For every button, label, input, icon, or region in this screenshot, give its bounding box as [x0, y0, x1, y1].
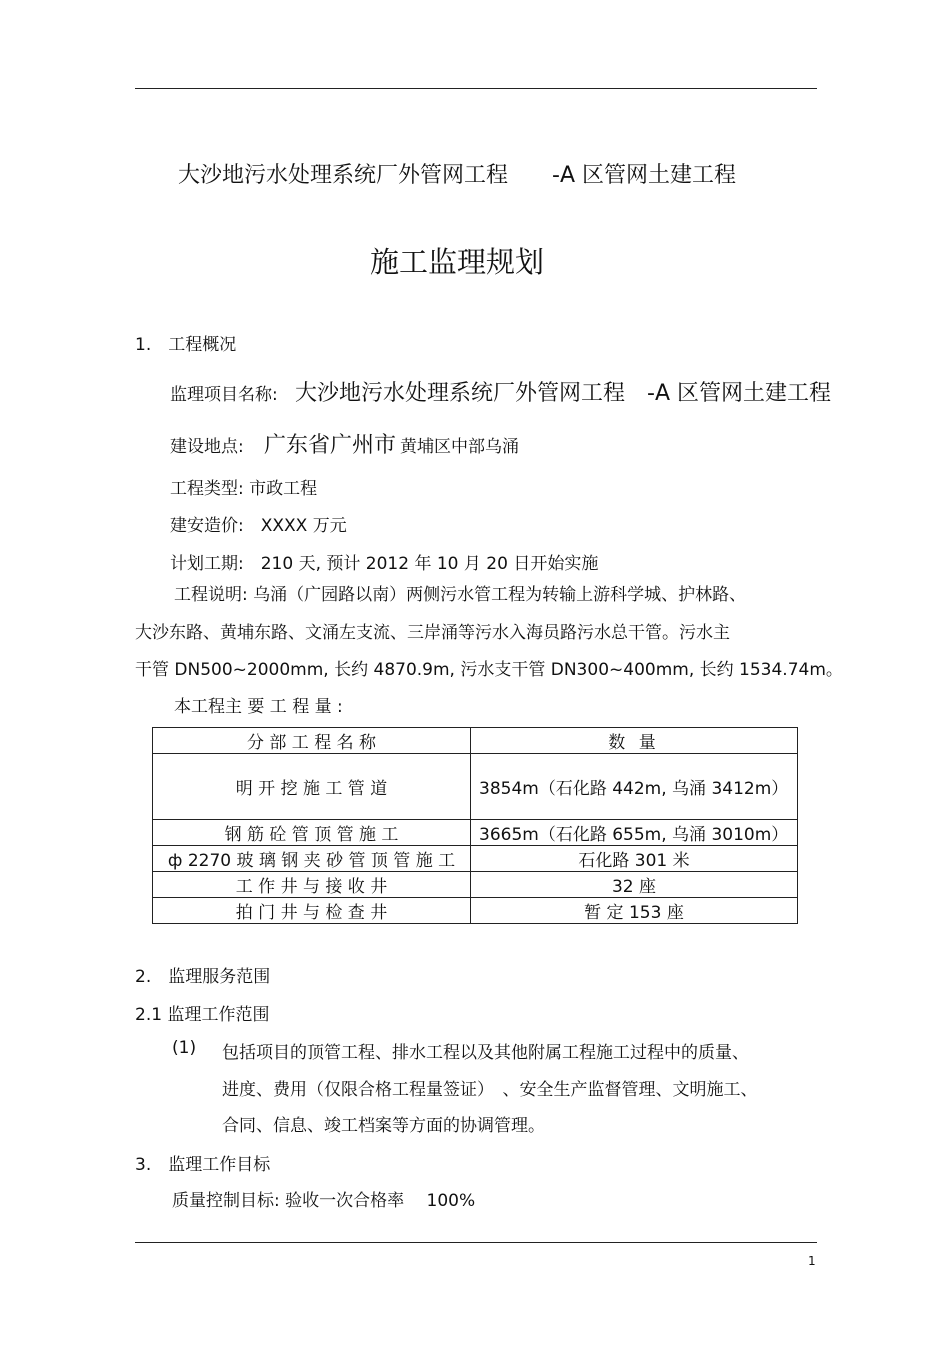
location-city: 广东省广州市: [264, 433, 397, 458]
construction-cost-line: 建安造价: XXXX 万元: [170, 516, 347, 536]
table-cell: 32 座: [471, 872, 798, 898]
project-name-value: 大沙地污水处理系统厂外管网工程 -A 区管网土建工程: [295, 381, 831, 406]
schedule-line: 计划工期: 210 天, 预计 2012 年 10 月 20 日开始实施: [170, 554, 599, 574]
header-rule: [135, 88, 817, 89]
section-1-heading: 1. 工程概况: [135, 335, 237, 355]
section-2-heading: 2. 监理服务范围: [135, 967, 271, 987]
scope-item-line-2: 进度、费用（仅限合格工程量签证） 、安全生产监督管理、文明施工、: [222, 1080, 758, 1100]
description-line-2: 大沙东路、黄埔东路、文涌左支流、三岸涌等污水入海员路污水总干管。污水主: [135, 623, 730, 643]
table-cell: 暂 定 153 座: [471, 898, 798, 924]
scope-item-number: (1): [172, 1038, 197, 1058]
table-row: [153, 820, 798, 846]
table-row: [153, 898, 798, 924]
description-line-1: 工程说明: 乌涌（广园路以南）两侧污水管工程为转输上游科学城、护林路、: [174, 585, 747, 605]
project-type-line: 工程类型: 市政工程: [170, 479, 318, 499]
location-label: 建设地点:: [170, 437, 244, 457]
main-title: 施工监理规划: [370, 245, 545, 279]
quantities-label: 本工程主 要 工 程 量 :: [174, 697, 343, 717]
table-header-row: [153, 728, 798, 754]
table-cell: 3665m（石化路 655m, 乌涌 3010m）: [471, 820, 798, 846]
scope-item-line-3: 合同、信息、竣工档案等方面的协调管理。: [222, 1116, 545, 1136]
table-row: [153, 754, 798, 820]
section-3-heading: 3. 监理工作目标: [135, 1155, 271, 1175]
table-cell: 工 作 井 与 接 收 井: [153, 872, 471, 898]
section-2-1-heading: 2.1 监理工作范围: [135, 1005, 270, 1025]
table-header-cell: 数 量: [471, 728, 798, 754]
table-row: [153, 846, 798, 872]
table-cell: 拍 门 井 与 检 查 井: [153, 898, 471, 924]
quantities-table: [152, 727, 798, 924]
table-cell: 明 开 挖 施 工 管 道: [153, 754, 471, 820]
project-title: 大沙地污水处理系统厂外管网工程 -A 区管网土建工程: [178, 163, 736, 188]
table-cell: ф 2270 玻 璃 钢 夹 砂 管 顶 管 施 工: [153, 846, 471, 872]
table-header-cell: 分 部 工 程 名 称: [153, 728, 471, 754]
table-cell: 石化路 301 米: [471, 846, 798, 872]
table-cell: 3854m（石化路 442m, 乌涌 3412m）: [471, 754, 798, 820]
table-cell: 钢 筋 砼 管 顶 管 施 工: [153, 820, 471, 846]
location-district: 黄埔区中部乌涌: [400, 437, 519, 457]
project-name-label: 监理项目名称:: [170, 385, 278, 405]
description-line-3: 干管 DN500~2000mm, 长约 4870.9m, 污水支干管 DN300~400mm, 长约 1534.74m。: [135, 660, 843, 680]
footer-rule: [135, 1242, 817, 1243]
table-row: [153, 872, 798, 898]
page-number: 1: [808, 1254, 816, 1268]
scope-item-line-1: 包括项目的顶管工程、排水工程以及其他附属工程施工过程中的质量、: [222, 1043, 749, 1063]
quality-target-line: 质量控制目标: 验收一次合格率 100%: [172, 1191, 476, 1211]
